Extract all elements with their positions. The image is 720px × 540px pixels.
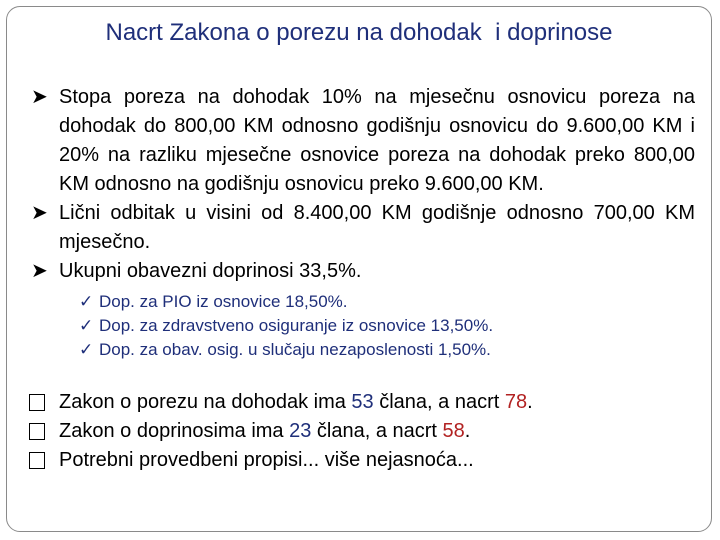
list-item (27, 446, 697, 475)
article-count-law: 53 (351, 391, 374, 413)
article-count-draft: 78 (504, 391, 528, 413)
item-text-post: . (527, 391, 533, 413)
sub-bullet-list (31, 290, 695, 362)
sub-bullet-item (79, 314, 695, 338)
item-list (27, 388, 697, 475)
checkbox-square-icon (29, 423, 45, 440)
item-text-post: . (464, 420, 471, 442)
item-text-mid: člana, a nacrt (311, 420, 443, 442)
bullet-item (31, 83, 695, 199)
bullet-list (31, 83, 695, 362)
bullet-text: Ukupni obavezni doprinosi 33,5%. (59, 260, 362, 282)
checkmark-icon: ✓ (79, 316, 94, 335)
item-text-pre: Zakon o doprinosima ima (59, 420, 290, 442)
list-item (27, 388, 697, 417)
bullet-item (31, 199, 695, 257)
sub-bullet-text: Dop. za PIO iz osnovice 18,50%. (99, 292, 348, 311)
checkmark-icon: ✓ (79, 340, 94, 359)
sub-bullet-item (79, 290, 695, 314)
sub-bullet-text: Dop. za obav. osig. u slučaju nezaposlenosti 1,50%. (99, 340, 491, 359)
list-item (27, 417, 697, 446)
checkbox-square-icon (29, 394, 45, 411)
sub-bullet-item (79, 338, 695, 362)
checkmark-icon: ✓ (79, 292, 94, 311)
article-count-law: 23 (289, 420, 312, 442)
slide (6, 6, 712, 532)
item-text: Potrebni provedbeni propisi... više nejasnoća... (59, 449, 474, 471)
article-count-draft: 58 (442, 420, 465, 442)
bullet-text: Lični odbitak u visini od 8.400,00 KM godišnje odnosno 700,00 KM mjesečno. (59, 202, 695, 253)
bullet-item (31, 257, 695, 286)
item-text-pre: Zakon o porezu na dohodak ima (59, 391, 352, 413)
sub-bullet-text: Dop. za zdravstveno osiguranje iz osnovice 13,50%. (99, 316, 494, 335)
arrow-right-icon: ➤ (31, 260, 48, 282)
arrow-right-icon: ➤ (31, 86, 48, 108)
slide-title: Nacrt Zakona o porezu na dohodak i doprinose (105, 19, 613, 46)
arrow-right-icon: ➤ (31, 202, 48, 224)
item-text-mid: člana, a nacrt (373, 391, 505, 413)
bullet-text: Stopa poreza na dohodak 10% na mjesečnu osnovicu poreza na dohodak do 800,00 KM odnosno godišnju osnovicu do 9.600,00 KM i 20% na razliku mjesečne osnovice poreza na dohodak preko 800,00 KM odnosno na godišnju osnovicu preko 9.600,00 KM. (59, 86, 695, 195)
checkbox-square-icon (29, 452, 45, 469)
